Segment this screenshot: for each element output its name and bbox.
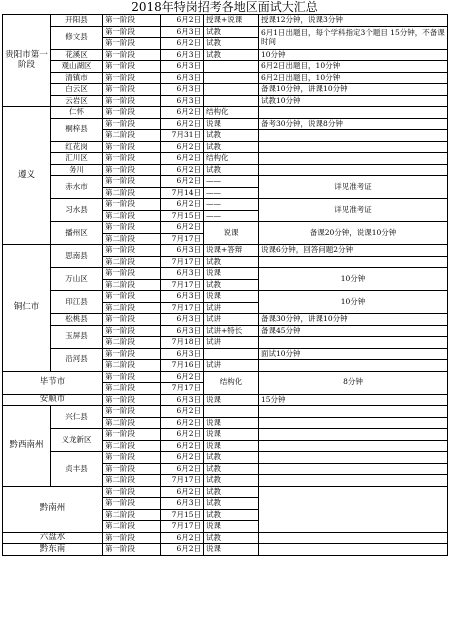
note-cell — [259, 452, 448, 464]
table-row — [3, 107, 448, 119]
stage-cell: 第二阶段 — [103, 440, 161, 452]
document-title: 2018年特岗招考各地区面试大汇总 — [131, 0, 318, 14]
note-cell: 面试10分钟 — [259, 348, 448, 360]
table-row — [3, 532, 448, 544]
date-cell: 6月2日 — [161, 15, 204, 27]
date-cell: 6月3日 — [161, 314, 204, 326]
note-cell — [259, 153, 448, 165]
stage-cell: 第一阶段 — [103, 164, 161, 176]
date-cell: 6月2日 — [161, 38, 204, 50]
stage-cell: 第二阶段 — [103, 521, 161, 533]
table-body — [3, 15, 448, 556]
county-cell: 松桃县 — [51, 314, 103, 326]
note-cell: 10分钟 — [259, 268, 448, 291]
format-cell: 结构化 — [204, 371, 259, 394]
table-row — [3, 26, 448, 38]
date-cell: 6月2日 — [161, 107, 204, 119]
stage-cell: 第一阶段 — [103, 245, 161, 257]
format-cell: 试讲 — [204, 314, 259, 326]
date-cell: 7月14日 — [161, 187, 204, 199]
date-cell: 6月2日 — [161, 417, 204, 429]
date-cell: 6月2日 — [161, 371, 204, 383]
table-row — [3, 486, 448, 498]
format-cell: 结构化 — [204, 153, 259, 165]
stage-cell: 第一阶段 — [103, 314, 161, 326]
stage-cell: 第二阶段 — [103, 383, 161, 395]
summary-table — [2, 14, 448, 556]
note-cell — [259, 141, 448, 153]
note-cell — [259, 256, 448, 268]
county-cell: 汇川区 — [51, 153, 103, 165]
stage-cell: 第一阶段 — [103, 26, 161, 38]
stage-cell: 第一阶段 — [103, 141, 161, 153]
stage-cell: 第二阶段 — [103, 233, 161, 245]
stage-cell: 第一阶段 — [103, 222, 161, 234]
format-cell: 试教 — [204, 463, 259, 475]
table-row — [3, 325, 448, 337]
note-cell — [259, 130, 448, 142]
stage-cell: 第二阶段 — [103, 509, 161, 521]
date-cell: 7月17日 — [161, 383, 204, 395]
format-cell: 结构化 — [204, 107, 259, 119]
table-row — [3, 222, 448, 234]
format-cell: 说课 — [204, 268, 259, 280]
table-row — [3, 49, 448, 61]
date-cell: 6月3日 — [161, 72, 204, 84]
note-cell — [259, 429, 448, 441]
format-cell: 试讲 — [204, 337, 259, 349]
date-cell: 6月2日 — [161, 486, 204, 498]
format-cell: 试教 — [204, 256, 259, 268]
stage-cell: 第一阶段 — [103, 532, 161, 544]
stage-cell: 第一阶段 — [103, 199, 161, 211]
table-row — [3, 164, 448, 176]
format-cell: 说课 — [204, 544, 259, 556]
table-row — [3, 15, 448, 27]
stage-cell: 第一阶段 — [103, 38, 161, 50]
stage-cell: 第一阶段 — [103, 544, 161, 556]
date-cell: 6月2日 — [161, 406, 204, 418]
date-cell: 6月2日 — [161, 153, 204, 165]
format-cell: 试教 — [204, 141, 259, 153]
table-row — [3, 84, 448, 96]
date-cell: 6月2日 — [161, 118, 204, 130]
stage-cell: 第一阶段 — [103, 429, 161, 441]
date-cell: 6月2日 — [161, 440, 204, 452]
stage-cell: 第二阶段 — [103, 256, 161, 268]
format-cell: 试讲+特长 — [204, 325, 259, 337]
county-cell: 修文县 — [51, 26, 103, 49]
stage-cell: 第一阶段 — [103, 498, 161, 510]
stage-cell: 第一阶段 — [103, 452, 161, 464]
note-cell: 备考30分钟，说课8分钟 — [259, 118, 448, 130]
table-row — [3, 314, 448, 326]
format-cell: 说课 — [204, 521, 259, 533]
format-cell: 说课 — [204, 118, 259, 130]
note-cell: 详见准考证 — [259, 176, 448, 199]
note-cell — [259, 463, 448, 475]
format-cell — [204, 84, 259, 96]
note-cell — [259, 544, 448, 556]
format-cell: 试教 — [204, 532, 259, 544]
format-cell: —— — [204, 187, 259, 199]
region-cell: 黔南州 — [3, 486, 103, 532]
stage-cell: 第二阶段 — [103, 475, 161, 487]
format-cell: 试教 — [204, 26, 259, 38]
stage-cell: 第一阶段 — [103, 268, 161, 280]
format-cell — [204, 348, 259, 360]
date-cell: 6月3日 — [161, 325, 204, 337]
county-cell: 沿河县 — [51, 348, 103, 371]
format-cell: 说课 — [204, 394, 259, 406]
stage-cell: 第一阶段 — [103, 153, 161, 165]
region-cell: 遵义 — [3, 107, 51, 245]
format-cell: 说课 — [204, 222, 259, 245]
date-cell: 6月3日 — [161, 95, 204, 107]
table-row — [3, 406, 448, 418]
date-cell: 6月2日 — [161, 452, 204, 464]
county-cell: 清镇市 — [51, 72, 103, 84]
date-cell: 7月17日 — [161, 256, 204, 268]
note-cell: 说课6分钟，回答问题2分钟 — [259, 245, 448, 257]
format-cell: 试教 — [204, 452, 259, 464]
note-cell: 备课45分钟 — [259, 325, 448, 337]
format-cell: 试讲 — [204, 302, 259, 314]
stage-cell: 第一阶段 — [103, 348, 161, 360]
stage-cell: 第一阶段 — [103, 371, 161, 383]
county-cell: 思南县 — [51, 245, 103, 268]
region-cell: 毕节市 — [3, 371, 103, 394]
format-cell: —— — [204, 176, 259, 188]
date-cell: 6月2日 — [161, 429, 204, 441]
note-cell: 6月1日出题目，每个学科指定3个题目 15分钟，不备课时间 — [259, 26, 448, 49]
table-row — [3, 371, 448, 383]
county-cell: 播州区 — [51, 222, 103, 245]
county-cell: 兴仁县 — [51, 406, 103, 429]
stage-cell: 第一阶段 — [103, 406, 161, 418]
date-cell: 6月2日 — [161, 176, 204, 188]
county-cell: 习水县 — [51, 199, 103, 222]
date-cell: 6月3日 — [161, 49, 204, 61]
table-row — [3, 72, 448, 84]
format-cell: 试讲 — [204, 360, 259, 372]
table-row — [3, 176, 448, 188]
format-cell: —— — [204, 210, 259, 222]
stage-cell: 第一阶段 — [103, 325, 161, 337]
stage-cell: 第二阶段 — [103, 130, 161, 142]
note-cell — [259, 107, 448, 119]
note-cell — [259, 440, 448, 452]
county-cell: 观山湖区 — [51, 61, 103, 73]
table-row — [3, 348, 448, 360]
stage-cell: 第一阶段 — [103, 84, 161, 96]
county-cell: 开阳县 — [51, 15, 103, 27]
format-cell: 试教 — [204, 486, 259, 498]
date-cell: 7月17日 — [161, 521, 204, 533]
note-cell — [259, 417, 448, 429]
stage-cell: 第二阶段 — [103, 187, 161, 199]
date-cell: 6月3日 — [161, 268, 204, 280]
note-cell: 授课12分钟，说课3分钟 — [259, 15, 448, 27]
date-cell: 6月2日 — [161, 199, 204, 211]
note-cell — [259, 475, 448, 487]
date-cell: 7月17日 — [161, 302, 204, 314]
date-cell: 7月15日 — [161, 509, 204, 521]
table-row — [3, 141, 448, 153]
note-cell — [259, 164, 448, 176]
county-cell: 仁怀 — [51, 107, 103, 119]
table-row — [3, 61, 448, 73]
format-cell: 试教 — [204, 509, 259, 521]
stage-cell: 第一阶段 — [103, 49, 161, 61]
stage-cell: 第一阶段 — [103, 95, 161, 107]
county-cell: 白云区 — [51, 84, 103, 96]
county-cell: 贞丰县 — [51, 452, 103, 487]
county-cell: 务川 — [51, 164, 103, 176]
date-cell: 7月31日 — [161, 130, 204, 142]
stage-cell: 第一阶段 — [103, 61, 161, 73]
table-row — [3, 291, 448, 303]
region-cell: 贵阳市第一阶段 — [3, 15, 51, 107]
table-row — [3, 452, 448, 464]
stage-cell: 第一阶段 — [103, 486, 161, 498]
date-cell: 6月2日 — [161, 164, 204, 176]
date-cell: 6月2日 — [161, 544, 204, 556]
table-row — [3, 153, 448, 165]
format-cell: 授课+说课 — [204, 15, 259, 27]
date-cell: 7月16日 — [161, 360, 204, 372]
date-cell: 6月3日 — [161, 348, 204, 360]
note-cell: 详见准考证 — [259, 199, 448, 222]
note-cell: 备课10分钟，讲课10分钟 — [259, 84, 448, 96]
note-cell: 6月2日出题目，10分钟 — [259, 72, 448, 84]
format-cell: 试教 — [204, 279, 259, 291]
format-cell: 说课 — [204, 440, 259, 452]
note-cell: 备课20分钟，说课10分钟 — [259, 222, 448, 245]
format-cell — [204, 406, 259, 418]
format-cell — [204, 61, 259, 73]
stage-cell: 第二阶段 — [103, 360, 161, 372]
table-row — [3, 268, 448, 280]
note-cell: 备课30分钟，讲课10分钟 — [259, 314, 448, 326]
county-cell: 赤水市 — [51, 176, 103, 199]
date-cell: 6月3日 — [161, 291, 204, 303]
date-cell: 7月17日 — [161, 279, 204, 291]
note-cell — [259, 337, 448, 349]
region-cell: 黔东南 — [3, 544, 103, 556]
stage-cell: 第一阶段 — [103, 72, 161, 84]
format-cell: 说课 — [204, 417, 259, 429]
note-cell — [259, 486, 448, 532]
note-cell — [259, 360, 448, 372]
stage-cell: 第一阶段 — [103, 15, 161, 27]
stage-cell: 第二阶段 — [103, 302, 161, 314]
format-cell: 试教 — [204, 38, 259, 50]
date-cell: 7月17日 — [161, 233, 204, 245]
county-cell: 万山区 — [51, 268, 103, 291]
date-cell: 6月2日 — [161, 222, 204, 234]
format-cell: —— — [204, 199, 259, 211]
table-row — [3, 429, 448, 441]
stage-cell: 第一阶段 — [103, 107, 161, 119]
date-cell: 6月2日 — [161, 532, 204, 544]
date-cell: 6月3日 — [161, 498, 204, 510]
county-cell: 桐梓县 — [51, 118, 103, 141]
format-cell: 试教 — [204, 130, 259, 142]
date-cell: 7月15日 — [161, 210, 204, 222]
date-cell: 6月2日 — [161, 463, 204, 475]
format-cell: 说课+答辩 — [204, 245, 259, 257]
stage-cell: 第二阶段 — [103, 417, 161, 429]
stage-cell: 第一阶段 — [103, 291, 161, 303]
stage-cell: 第二阶段 — [103, 337, 161, 349]
date-cell: 6月3日 — [161, 245, 204, 257]
county-cell: 花溪区 — [51, 49, 103, 61]
date-cell: 6月2日 — [161, 141, 204, 153]
format-cell: 说课 — [204, 429, 259, 441]
stage-cell: 第二阶段 — [103, 210, 161, 222]
format-cell: 试教 — [204, 49, 259, 61]
date-cell: 6月3日 — [161, 84, 204, 96]
format-cell: 试教 — [204, 164, 259, 176]
table-row — [3, 118, 448, 130]
table-row — [3, 394, 448, 406]
stage-cell: 第一阶段 — [103, 463, 161, 475]
table-row — [3, 95, 448, 107]
format-cell: 说课 — [204, 291, 259, 303]
county-cell: 红花岗 — [51, 141, 103, 153]
table-row — [3, 245, 448, 257]
stage-cell: 第一阶段 — [103, 118, 161, 130]
table-row — [3, 199, 448, 211]
region-cell: 安顺市 — [3, 394, 103, 406]
stage-cell: 第一阶段 — [103, 394, 161, 406]
region-cell: 铜仁市 — [3, 245, 51, 372]
county-cell: 云岩区 — [51, 95, 103, 107]
note-cell: 15分钟 — [259, 394, 448, 406]
format-cell: 试教 — [204, 475, 259, 487]
county-cell: 玉屏县 — [51, 325, 103, 348]
region-cell: 黔西南州 — [3, 406, 51, 487]
county-cell: 义龙新区 — [51, 429, 103, 452]
stage-cell: 第一阶段 — [103, 176, 161, 188]
date-cell: 6月3日 — [161, 61, 204, 73]
table-row — [3, 544, 448, 556]
format-cell — [204, 72, 259, 84]
stage-cell: 第二阶段 — [103, 279, 161, 291]
date-cell: 6月3日 — [161, 26, 204, 38]
county-cell: 印江县 — [51, 291, 103, 314]
note-cell: 10分钟 — [259, 49, 448, 61]
format-cell: 试教 — [204, 498, 259, 510]
format-cell — [204, 95, 259, 107]
note-cell: 8分钟 — [259, 371, 448, 394]
date-cell: 6月3日 — [161, 394, 204, 406]
date-cell: 7月17日 — [161, 475, 204, 487]
note-cell: 试教10分钟 — [259, 95, 448, 107]
note-cell: 6月2日出题目，10分钟 — [259, 61, 448, 73]
date-cell: 7月18日 — [161, 337, 204, 349]
region-cell: 六盘水 — [3, 532, 103, 544]
note-cell: 10分钟 — [259, 291, 448, 314]
note-cell — [259, 532, 448, 544]
note-cell — [259, 406, 448, 418]
